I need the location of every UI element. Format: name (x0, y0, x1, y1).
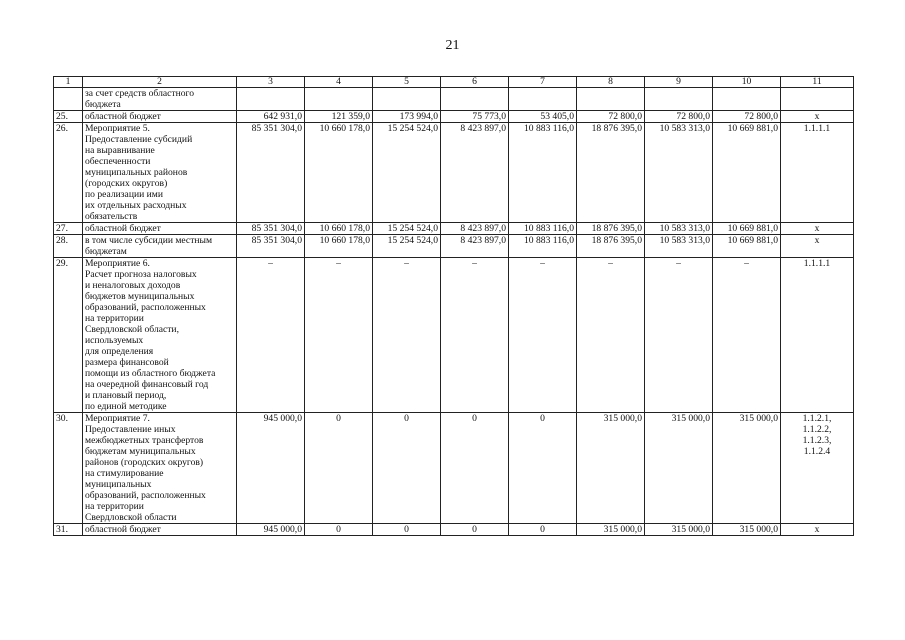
row-index: 29. (54, 258, 83, 413)
row-description: Мероприятие 5. Предоставление субсидий на выравнивание обеспеченности муниципальных районов (городских округов) по реализации ими их отдельных расходных обязательств (83, 123, 237, 223)
amount-cell (373, 88, 441, 111)
amount-cell: – (645, 258, 713, 413)
amount-cell: 315 000,0 (645, 413, 713, 524)
amount-cell: 72 800,0 (577, 111, 645, 123)
row-description: областной бюджет (83, 223, 237, 235)
amount-cell: 10 660 178,0 (305, 123, 373, 223)
amount-cell (237, 88, 305, 111)
amount-cell: 121 359,0 (305, 111, 373, 123)
row-index (54, 88, 83, 111)
amount-cell: 0 (441, 413, 509, 524)
amount-cell: 945 000,0 (237, 413, 305, 524)
row-index: 30. (54, 413, 83, 524)
amount-cell: 10 883 116,0 (509, 235, 577, 258)
table-row (54, 223, 854, 235)
amount-cell (577, 88, 645, 111)
amount-cell: 0 (509, 413, 577, 524)
row-index: 25. (54, 111, 83, 123)
amount-cell: 315 000,0 (577, 413, 645, 524)
target-code-cell (781, 88, 854, 111)
column-header: 1 (54, 77, 83, 88)
table-row (54, 524, 854, 536)
row-index: 26. (54, 123, 83, 223)
amount-cell (509, 88, 577, 111)
amount-cell: – (237, 258, 305, 413)
budget-table (53, 76, 854, 536)
column-header: 7 (509, 77, 577, 88)
amount-cell: 0 (373, 413, 441, 524)
amount-cell: 72 800,0 (645, 111, 713, 123)
amount-cell: – (373, 258, 441, 413)
row-index: 27. (54, 223, 83, 235)
amount-cell: 8 423 897,0 (441, 123, 509, 223)
target-code-cell: x (781, 524, 854, 536)
amount-cell: – (441, 258, 509, 413)
column-header: 11 (781, 77, 854, 88)
row-description: областной бюджет (83, 111, 237, 123)
amount-cell: 10 660 178,0 (305, 223, 373, 235)
column-header: 3 (237, 77, 305, 88)
amount-cell: 0 (305, 413, 373, 524)
table-row (54, 413, 854, 524)
target-code-cell: x (781, 235, 854, 258)
amount-cell (713, 88, 781, 111)
table-row (54, 258, 854, 413)
amount-cell: 10 883 116,0 (509, 123, 577, 223)
amount-cell: 8 423 897,0 (441, 235, 509, 258)
row-description: Мероприятие 6. Расчет прогноза налоговых и неналоговых доходов бюджетов муниципальных образований, расположенных на территории Свердловской области, используемых для определения размера финансовой помощи из областного бюджета на очередной финансовый год и плановый период, по единой методике (83, 258, 237, 413)
amount-cell: 10 660 178,0 (305, 235, 373, 258)
column-header: 4 (305, 77, 373, 88)
amount-cell: – (577, 258, 645, 413)
target-code-cell: 1.1.2.1, 1.1.2.2, 1.1.2.3, 1.1.2.4 (781, 413, 854, 524)
page-number: 21 (445, 38, 460, 53)
row-index: 31. (54, 524, 83, 536)
amount-cell: 10 583 313,0 (645, 123, 713, 223)
table-row (54, 88, 854, 111)
amount-cell (305, 88, 373, 111)
amount-cell: 85 351 304,0 (237, 123, 305, 223)
amount-cell: 0 (441, 524, 509, 536)
amount-cell: 53 405,0 (509, 111, 577, 123)
amount-cell: 72 800,0 (713, 111, 781, 123)
amount-cell: 10 669 881,0 (713, 235, 781, 258)
amount-cell: 10 583 313,0 (645, 235, 713, 258)
amount-cell: 18 876 395,0 (577, 123, 645, 223)
amount-cell: 0 (373, 524, 441, 536)
amount-cell: 173 994,0 (373, 111, 441, 123)
amount-cell: 15 254 524,0 (373, 223, 441, 235)
column-header: 8 (577, 77, 645, 88)
amount-cell (441, 88, 509, 111)
amount-cell: – (713, 258, 781, 413)
amount-cell: 642 931,0 (237, 111, 305, 123)
row-description: Мероприятие 7. Предоставление иных межбюджетных трансфертов бюджетам муниципальных районов (городских округов) на стимулирование муниципальных образований, расположенных на территории Свердловской области (83, 413, 237, 524)
amount-cell: 10 883 116,0 (509, 223, 577, 235)
amount-cell: 315 000,0 (645, 524, 713, 536)
target-code-cell: 1.1.1.1 (781, 258, 854, 413)
table-row (54, 111, 854, 123)
amount-cell: 15 254 524,0 (373, 123, 441, 223)
row-index: 28. (54, 235, 83, 258)
row-description: за счет средств областного бюджета (83, 88, 237, 111)
amount-cell: 18 876 395,0 (577, 235, 645, 258)
amount-cell: 945 000,0 (237, 524, 305, 536)
target-code-cell: 1.1.1.1 (781, 123, 854, 223)
column-header: 9 (645, 77, 713, 88)
amount-cell: 85 351 304,0 (237, 223, 305, 235)
table-row (54, 235, 854, 258)
amount-cell: 0 (509, 524, 577, 536)
table-row (54, 123, 854, 223)
target-code-cell: x (781, 223, 854, 235)
amount-cell: 15 254 524,0 (373, 235, 441, 258)
amount-cell: 10 669 881,0 (713, 123, 781, 223)
amount-cell: 10 583 313,0 (645, 223, 713, 235)
column-header: 2 (83, 77, 237, 88)
column-header: 6 (441, 77, 509, 88)
amount-cell: 75 773,0 (441, 111, 509, 123)
amount-cell: 10 669 881,0 (713, 223, 781, 235)
amount-cell: 85 351 304,0 (237, 235, 305, 258)
amount-cell (645, 88, 713, 111)
row-description: областной бюджет (83, 524, 237, 536)
amount-cell: 18 876 395,0 (577, 223, 645, 235)
column-number-row (54, 77, 854, 88)
column-header: 10 (713, 77, 781, 88)
row-description: в том числе субсидии местным бюджетам (83, 235, 237, 258)
amount-cell: 0 (305, 524, 373, 536)
amount-cell: 315 000,0 (713, 413, 781, 524)
amount-cell: 8 423 897,0 (441, 223, 509, 235)
amount-cell: – (509, 258, 577, 413)
amount-cell: 315 000,0 (713, 524, 781, 536)
amount-cell: 315 000,0 (577, 524, 645, 536)
column-header: 5 (373, 77, 441, 88)
target-code-cell: x (781, 111, 854, 123)
amount-cell: – (305, 258, 373, 413)
